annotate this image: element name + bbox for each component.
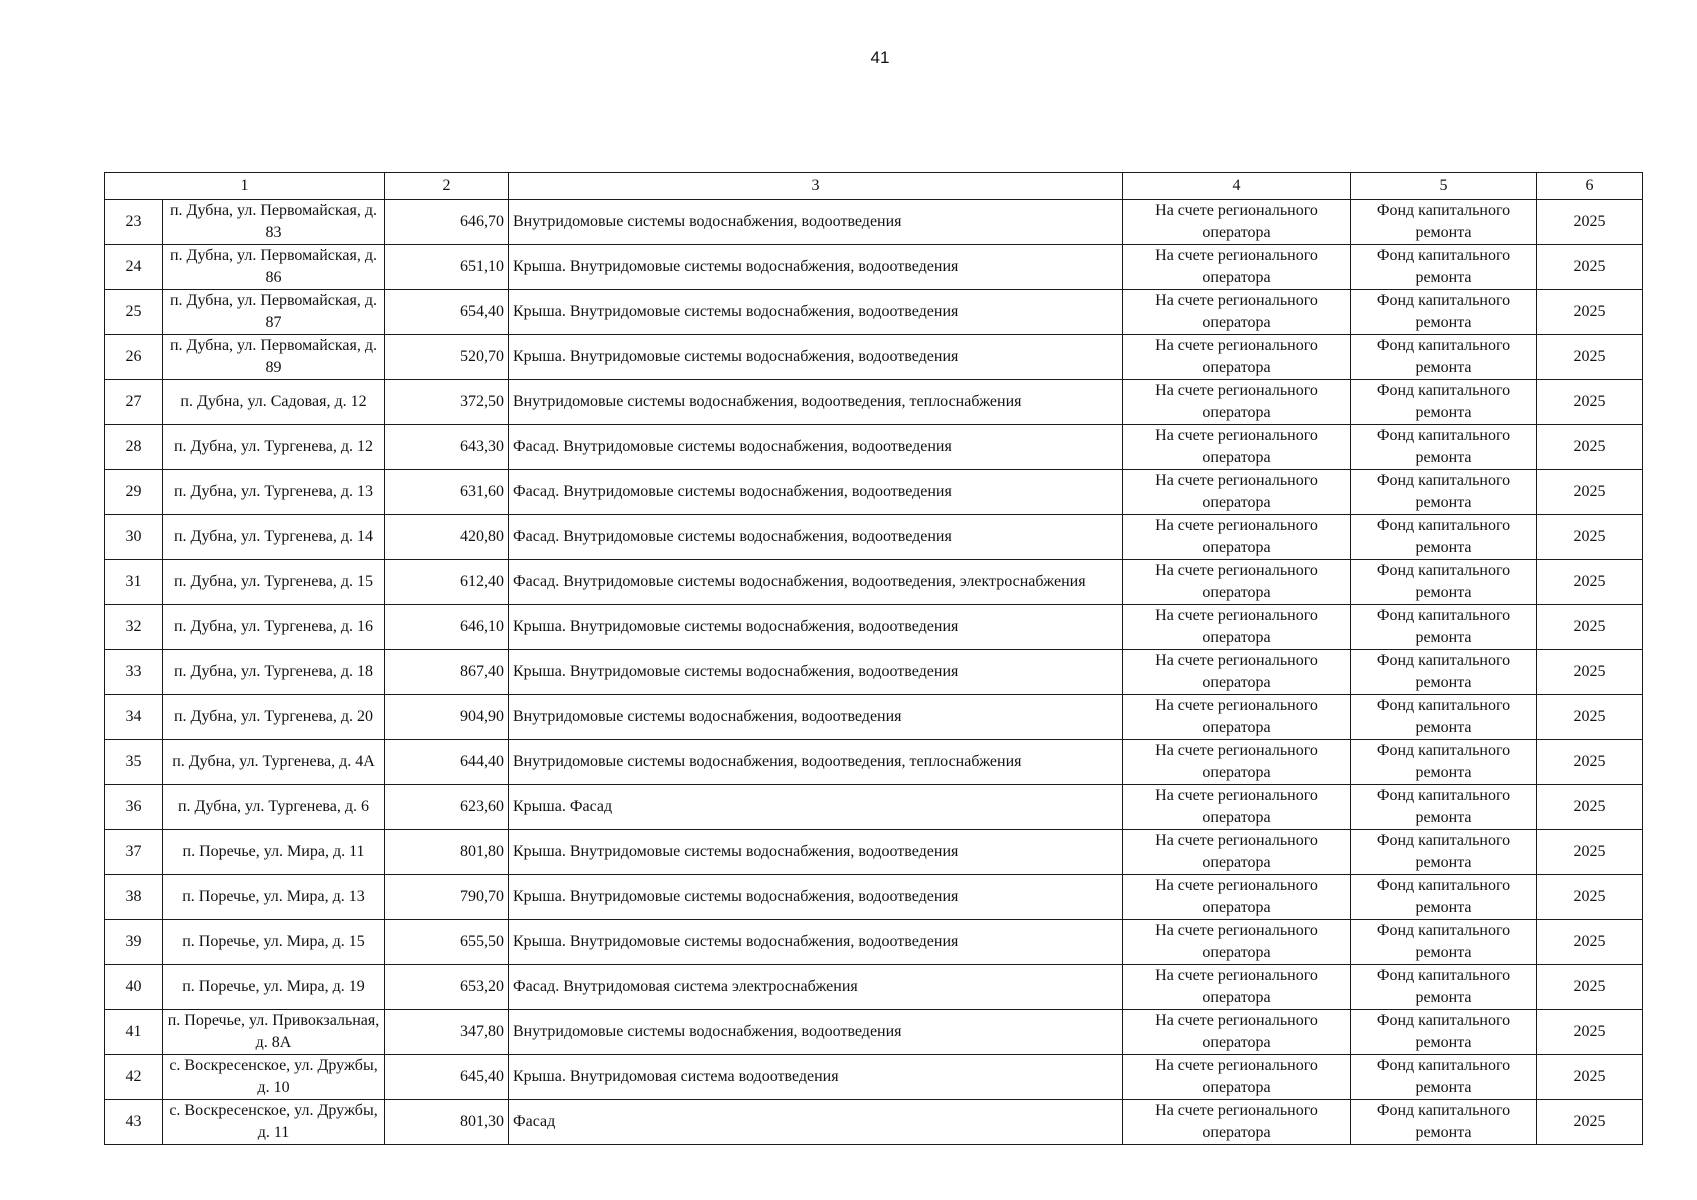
account-cell: На счете регионального оператора: [1123, 1010, 1351, 1055]
header-col-2: 2: [385, 173, 509, 200]
area-cell: 347,80: [385, 1010, 509, 1055]
row-number: 24: [105, 245, 163, 290]
year-cell: 2025: [1537, 515, 1643, 560]
address-cell: п. Дубна, ул. Тургенева, д. 20: [163, 695, 385, 740]
address-cell: п. Дубна, ул. Тургенева, д. 12: [163, 425, 385, 470]
table-row: [105, 335, 1643, 380]
fund-cell: Фонд капитального ремонта: [1351, 1010, 1537, 1055]
year-cell: 2025: [1537, 920, 1643, 965]
account-cell: На счете регионального оператора: [1123, 605, 1351, 650]
fund-cell: Фонд капитального ремонта: [1351, 740, 1537, 785]
row-number: 32: [105, 605, 163, 650]
area-cell: 623,60: [385, 785, 509, 830]
works-cell: Крыша. Внутридомовые системы водоснабжения, водоотведения: [509, 245, 1123, 290]
page-number: 41: [870, 48, 890, 67]
area-cell: 646,10: [385, 605, 509, 650]
works-cell: Фасад. Внутридомовая система электроснабжения: [509, 965, 1123, 1010]
row-number: 31: [105, 560, 163, 605]
year-cell: 2025: [1537, 1010, 1643, 1055]
fund-cell: Фонд капитального ремонта: [1351, 1100, 1537, 1145]
account-cell: На счете регионального оператора: [1123, 740, 1351, 785]
table-body: [105, 200, 1643, 1145]
account-cell: На счете регионального оператора: [1123, 875, 1351, 920]
row-number: 33: [105, 650, 163, 695]
address-cell: п. Дубна, ул. Тургенева, д. 4А: [163, 740, 385, 785]
table-header: [105, 173, 1643, 200]
year-cell: 2025: [1537, 470, 1643, 515]
works-cell: Внутридомовые системы водоснабжения, водоотведения, теплоснабжения: [509, 380, 1123, 425]
year-cell: 2025: [1537, 425, 1643, 470]
area-cell: 904,90: [385, 695, 509, 740]
year-cell: 2025: [1537, 200, 1643, 245]
fund-cell: Фонд капитального ремонта: [1351, 380, 1537, 425]
fund-cell: Фонд капитального ремонта: [1351, 515, 1537, 560]
address-cell: п. Дубна, ул. Тургенева, д. 14: [163, 515, 385, 560]
area-cell: 420,80: [385, 515, 509, 560]
works-cell: Крыша. Внутридомовые системы водоснабжения, водоотведения: [509, 335, 1123, 380]
address-cell: п. Поречье, ул. Мира, д. 11: [163, 830, 385, 875]
address-cell: п. Поречье, ул. Мира, д. 13: [163, 875, 385, 920]
account-cell: На счете регионального оператора: [1123, 245, 1351, 290]
header-col-5: 5: [1351, 173, 1537, 200]
account-cell: На счете регионального оператора: [1123, 920, 1351, 965]
year-cell: 2025: [1537, 380, 1643, 425]
area-cell: 790,70: [385, 875, 509, 920]
area-cell: 651,10: [385, 245, 509, 290]
row-number: 30: [105, 515, 163, 560]
table-row: [105, 695, 1643, 740]
year-cell: 2025: [1537, 605, 1643, 650]
account-cell: На счете регионального оператора: [1123, 560, 1351, 605]
account-cell: На счете регионального оператора: [1123, 965, 1351, 1010]
fund-cell: Фонд капитального ремонта: [1351, 470, 1537, 515]
account-cell: На счете регионального оператора: [1123, 515, 1351, 560]
fund-cell: Фонд капитального ремонта: [1351, 605, 1537, 650]
account-cell: На счете регионального оператора: [1123, 650, 1351, 695]
row-number: 41: [105, 1010, 163, 1055]
header-col-1: 1: [105, 173, 385, 200]
header-col-6: 6: [1537, 173, 1643, 200]
works-cell: Фасад. Внутридомовые системы водоснабжения, водоотведения: [509, 470, 1123, 515]
table-row: [105, 470, 1643, 515]
table-row: [105, 965, 1643, 1010]
area-cell: 631,60: [385, 470, 509, 515]
table-row: [105, 515, 1643, 560]
account-cell: На счете регионального оператора: [1123, 425, 1351, 470]
table-row: [105, 1010, 1643, 1055]
address-cell: п. Дубна, ул. Тургенева, д. 18: [163, 650, 385, 695]
address-cell: п. Дубна, ул. Тургенева, д. 16: [163, 605, 385, 650]
address-cell: п. Поречье, ул. Мира, д. 15: [163, 920, 385, 965]
address-cell: п. Поречье, ул. Мира, д. 19: [163, 965, 385, 1010]
year-cell: 2025: [1537, 335, 1643, 380]
address-cell: п. Дубна, ул. Тургенева, д. 15: [163, 560, 385, 605]
row-number: 38: [105, 875, 163, 920]
row-number: 34: [105, 695, 163, 740]
table-row: [105, 425, 1643, 470]
table-row: [105, 1100, 1643, 1145]
table-row: [105, 245, 1643, 290]
area-cell: 867,40: [385, 650, 509, 695]
fund-cell: Фонд капитального ремонта: [1351, 830, 1537, 875]
address-cell: п. Дубна, ул. Тургенева, д. 6: [163, 785, 385, 830]
year-cell: 2025: [1537, 785, 1643, 830]
table-row: [105, 200, 1643, 245]
area-cell: 653,20: [385, 965, 509, 1010]
header-row: [105, 173, 1643, 200]
area-cell: 654,40: [385, 290, 509, 335]
works-cell: Фасад. Внутридомовые системы водоснабжения, водоотведения, электроснабжения: [509, 560, 1123, 605]
account-cell: На счете регионального оператора: [1123, 830, 1351, 875]
row-number: 43: [105, 1100, 163, 1145]
fund-cell: Фонд капитального ремонта: [1351, 785, 1537, 830]
fund-cell: Фонд капитального ремонта: [1351, 650, 1537, 695]
area-cell: 372,50: [385, 380, 509, 425]
table-row: [105, 380, 1643, 425]
address-cell: п. Дубна, ул. Тургенева, д. 13: [163, 470, 385, 515]
works-cell: Крыша. Внутридомовые системы водоснабжения, водоотведения: [509, 920, 1123, 965]
area-cell: 612,40: [385, 560, 509, 605]
works-cell: Крыша. Внутридомовые системы водоснабжения, водоотведения: [509, 605, 1123, 650]
fund-cell: Фонд капитального ремонта: [1351, 200, 1537, 245]
works-cell: Внутридомовые системы водоснабжения, водоотведения: [509, 695, 1123, 740]
row-number: 28: [105, 425, 163, 470]
year-cell: 2025: [1537, 650, 1643, 695]
table-row: [105, 290, 1643, 335]
works-cell: Крыша. Внутридомовые системы водоснабжения, водоотведения: [509, 650, 1123, 695]
address-cell: с. Воскресенское, ул. Дружбы, д. 10: [163, 1055, 385, 1100]
header-col-3: 3: [509, 173, 1123, 200]
works-cell: Внутридомовые системы водоснабжения, водоотведения: [509, 200, 1123, 245]
works-cell: Фасад: [509, 1100, 1123, 1145]
fund-cell: Фонд капитального ремонта: [1351, 695, 1537, 740]
address-cell: п. Дубна, ул. Первомайская, д. 83: [163, 200, 385, 245]
account-cell: На счете регионального оператора: [1123, 200, 1351, 245]
account-cell: На счете регионального оператора: [1123, 335, 1351, 380]
row-number: 23: [105, 200, 163, 245]
year-cell: 2025: [1537, 695, 1643, 740]
year-cell: 2025: [1537, 875, 1643, 920]
repair-schedule-table: [104, 172, 1643, 1145]
row-number: 40: [105, 965, 163, 1010]
account-cell: На счете регионального оператора: [1123, 695, 1351, 740]
year-cell: 2025: [1537, 830, 1643, 875]
row-number: 42: [105, 1055, 163, 1100]
account-cell: На счете регионального оператора: [1123, 1100, 1351, 1145]
table-row: [105, 650, 1643, 695]
year-cell: 2025: [1537, 1100, 1643, 1145]
year-cell: 2025: [1537, 560, 1643, 605]
area-cell: 801,30: [385, 1100, 509, 1145]
area-cell: 520,70: [385, 335, 509, 380]
table-row: [105, 875, 1643, 920]
works-cell: Внутридомовые системы водоснабжения, водоотведения: [509, 1010, 1123, 1055]
fund-cell: Фонд капитального ремонта: [1351, 245, 1537, 290]
account-cell: На счете регионального оператора: [1123, 470, 1351, 515]
fund-cell: Фонд капитального ремонта: [1351, 335, 1537, 380]
works-cell: Крыша. Внутридомовые системы водоснабжения, водоотведения: [509, 875, 1123, 920]
row-number: 35: [105, 740, 163, 785]
works-cell: Крыша. Фасад: [509, 785, 1123, 830]
row-number: 29: [105, 470, 163, 515]
fund-cell: Фонд капитального ремонта: [1351, 425, 1537, 470]
area-cell: 655,50: [385, 920, 509, 965]
fund-cell: Фонд капитального ремонта: [1351, 560, 1537, 605]
account-cell: На счете регионального оператора: [1123, 380, 1351, 425]
address-cell: п. Дубна, ул. Садовая, д. 12: [163, 380, 385, 425]
table-row: [105, 920, 1643, 965]
works-cell: Фасад. Внутридомовые системы водоснабжения, водоотведения: [509, 425, 1123, 470]
table-row: [105, 605, 1643, 650]
address-cell: п. Дубна, ул. Первомайская, д. 86: [163, 245, 385, 290]
year-cell: 2025: [1537, 740, 1643, 785]
works-cell: Внутридомовые системы водоснабжения, водоотведения, теплоснабжения: [509, 740, 1123, 785]
fund-cell: Фонд капитального ремонта: [1351, 290, 1537, 335]
row-number: 36: [105, 785, 163, 830]
account-cell: На счете регионального оператора: [1123, 290, 1351, 335]
area-cell: 801,80: [385, 830, 509, 875]
row-number: 26: [105, 335, 163, 380]
header-col-4: 4: [1123, 173, 1351, 200]
address-cell: п. Поречье, ул. Привокзальная, д. 8А: [163, 1010, 385, 1055]
address-cell: с. Воскресенское, ул. Дружбы, д. 11: [163, 1100, 385, 1145]
fund-cell: Фонд капитального ремонта: [1351, 1055, 1537, 1100]
year-cell: 2025: [1537, 965, 1643, 1010]
account-cell: На счете регионального оператора: [1123, 785, 1351, 830]
area-cell: 646,70: [385, 200, 509, 245]
table-row: [105, 740, 1643, 785]
works-cell: Фасад. Внутридомовые системы водоснабжения, водоотведения: [509, 515, 1123, 560]
row-number: 27: [105, 380, 163, 425]
area-cell: 643,30: [385, 425, 509, 470]
address-cell: п. Дубна, ул. Первомайская, д. 87: [163, 290, 385, 335]
year-cell: 2025: [1537, 245, 1643, 290]
table-row: [105, 830, 1643, 875]
table-row: [105, 785, 1643, 830]
works-cell: Крыша. Внутридомовые системы водоснабжения, водоотведения: [509, 830, 1123, 875]
fund-cell: Фонд капитального ремонта: [1351, 965, 1537, 1010]
works-cell: Крыша. Внутридомовые системы водоснабжения, водоотведения: [509, 290, 1123, 335]
fund-cell: Фонд капитального ремонта: [1351, 920, 1537, 965]
address-cell: п. Дубна, ул. Первомайская, д. 89: [163, 335, 385, 380]
table-row: [105, 1055, 1643, 1100]
area-cell: 645,40: [385, 1055, 509, 1100]
year-cell: 2025: [1537, 1055, 1643, 1100]
account-cell: На счете регионального оператора: [1123, 1055, 1351, 1100]
row-number: 25: [105, 290, 163, 335]
row-number: 39: [105, 920, 163, 965]
year-cell: 2025: [1537, 290, 1643, 335]
works-cell: Крыша. Внутридомовая система водоотведения: [509, 1055, 1123, 1100]
table-row: [105, 560, 1643, 605]
fund-cell: Фонд капитального ремонта: [1351, 875, 1537, 920]
area-cell: 644,40: [385, 740, 509, 785]
row-number: 37: [105, 830, 163, 875]
